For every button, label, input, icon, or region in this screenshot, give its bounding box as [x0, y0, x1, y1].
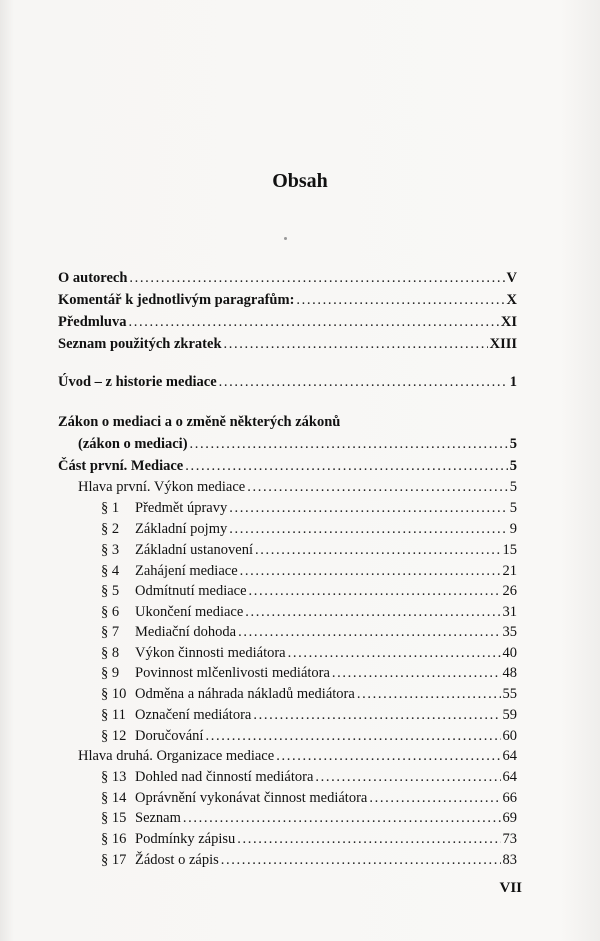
- toc-entry: [101, 624, 517, 641]
- entry-label: Označení mediátora: [135, 707, 252, 723]
- dot-leader: [229, 500, 508, 517]
- entry-label: Úvod – z historie mediace: [58, 374, 217, 390]
- entry-page-number: 66: [502, 790, 517, 806]
- entry-page-number: 5: [509, 500, 517, 516]
- section-number: § 7: [101, 624, 120, 640]
- page-title: Obsah: [272, 170, 328, 192]
- section-number: § 5: [101, 583, 120, 599]
- entry-label: Hlava druhá. Organizace mediace: [78, 748, 275, 764]
- entry-label: Oprávnění vykonávat činnost mediátora: [135, 790, 368, 806]
- entry-label: Odmítnutí mediace: [135, 583, 247, 599]
- toc-entry: [101, 707, 517, 724]
- dot-leader: [238, 624, 500, 641]
- entry-label: Doručování: [135, 728, 204, 744]
- toc-entry: [58, 314, 517, 331]
- toc-entry: [58, 414, 340, 431]
- section-number: § 13: [101, 769, 127, 785]
- entry-label: Podmínky zápisu: [135, 831, 236, 847]
- entry-label: Povinnost mlčenlivosti mediátora: [135, 665, 330, 681]
- dot-leader: [129, 270, 504, 287]
- entry-label: Předmět úpravy: [135, 500, 228, 516]
- dot-leader: [183, 810, 501, 827]
- dot-leader: [369, 790, 500, 807]
- entry-page-number: 1: [509, 374, 517, 390]
- entry-label: Základní pojmy: [135, 521, 228, 537]
- toc-entry: [101, 769, 517, 786]
- entry-page-number: 26: [502, 583, 517, 599]
- entry-page-number: 5: [509, 436, 517, 452]
- toc-entry: [101, 521, 517, 538]
- entry-page-number: 9: [509, 521, 517, 537]
- section-number: § 16: [101, 831, 127, 847]
- toc-entry: [78, 748, 517, 765]
- entry-page-number: 5: [509, 479, 517, 495]
- section-number: § 14: [101, 790, 127, 806]
- entry-label: Odměna a náhrada nákladů mediátora: [135, 686, 355, 702]
- entry-label: Základní ustanovení: [135, 542, 253, 558]
- toc-entry: [101, 583, 517, 600]
- dot-leader: [240, 563, 501, 580]
- entry-page-number: 21: [502, 563, 517, 579]
- dot-leader: [249, 583, 501, 600]
- dot-leader: [229, 521, 508, 538]
- entry-page-number: 59: [502, 707, 517, 723]
- dot-leader: [247, 479, 508, 496]
- entry-label: Hlava první. Výkon mediace: [78, 479, 246, 495]
- dot-leader: [219, 374, 508, 391]
- entry-page-number: 73: [502, 831, 517, 847]
- entry-label: Zákon o mediaci a o změně některých zákonů: [58, 414, 341, 430]
- section-number: § 6: [101, 604, 120, 620]
- entry-label: Dohled nad činností mediátora: [135, 769, 314, 785]
- entry-page-number: 64: [502, 748, 517, 764]
- entry-label: Seznam použitých zkratek: [58, 336, 222, 352]
- entry-label: Ukončení mediace: [135, 604, 244, 620]
- entry-page-number: 48: [502, 665, 517, 681]
- dot-leader: [190, 436, 508, 453]
- dot-leader: [237, 831, 500, 848]
- toc-entry: [101, 604, 517, 621]
- page-number: VII: [499, 880, 522, 896]
- section-number: § 8: [101, 645, 120, 661]
- entry-page-number: 5: [509, 458, 517, 474]
- entry-page-number: 60: [502, 728, 517, 744]
- entry-label: O autorech: [58, 270, 128, 286]
- toc-entry: [101, 790, 517, 807]
- dot-leader: [332, 665, 501, 682]
- entry-label: Výkon činnosti mediátora: [135, 645, 286, 661]
- dot-leader: [185, 458, 508, 475]
- dot-leader: [245, 604, 500, 621]
- section-number: § 3: [101, 542, 120, 558]
- entry-page-number: 83: [502, 852, 517, 868]
- dot-leader: [276, 748, 500, 765]
- entry-label: Mediační dohoda: [135, 624, 237, 640]
- dot-leader: [296, 292, 504, 309]
- toc-entry: [101, 852, 517, 869]
- toc-entry: [58, 336, 517, 353]
- section-number: § 11: [101, 707, 126, 723]
- entry-page-number: 15: [502, 542, 517, 558]
- toc-entry: [101, 542, 517, 559]
- toc-entry: [101, 728, 517, 745]
- dot-leader: [128, 314, 498, 331]
- entry-page-number: 64: [502, 769, 517, 785]
- entry-label: Žádost o zápis: [135, 852, 219, 868]
- section-number: § 4: [101, 563, 120, 579]
- entry-page-number: V: [506, 270, 517, 286]
- dot-leader: [315, 769, 500, 786]
- dot-leader: [253, 707, 500, 724]
- toc-entry: [101, 810, 517, 827]
- toc-entry: [101, 500, 517, 517]
- entry-label: Zahájení mediace: [135, 563, 238, 579]
- dot-leader: [288, 645, 501, 662]
- dot-leader: [221, 852, 501, 869]
- entry-page-number: 35: [502, 624, 517, 640]
- toc-entry: [58, 270, 517, 287]
- entry-page-number: X: [506, 292, 517, 308]
- entry-label: (zákon o mediaci): [78, 436, 188, 452]
- entry-label: Seznam: [135, 810, 181, 826]
- toc-entry: [101, 665, 517, 682]
- section-number: § 10: [101, 686, 127, 702]
- toc-entry: [101, 563, 517, 580]
- entry-page-number: 40: [502, 645, 517, 661]
- toc-entry: [78, 479, 517, 496]
- entry-page-number: 31: [502, 604, 517, 620]
- entry-label: Část první. Mediace: [58, 458, 184, 474]
- toc-entry: [58, 292, 517, 309]
- section-number: § 17: [101, 852, 127, 868]
- section-number: § 1: [101, 500, 120, 516]
- dot-leader: [255, 542, 501, 559]
- section-number: § 15: [101, 810, 127, 826]
- toc-entry: [101, 686, 517, 703]
- toc-entry: [58, 374, 517, 391]
- entry-page-number: XIII: [489, 336, 517, 352]
- section-number: § 2: [101, 521, 120, 537]
- entry-page-number: XI: [500, 314, 517, 330]
- section-number: § 12: [101, 728, 127, 744]
- toc-entry: [58, 458, 517, 475]
- dot-leader: [205, 728, 500, 745]
- entry-page-number: 69: [502, 810, 517, 826]
- toc-entry: [101, 645, 517, 662]
- section-number: § 9: [101, 665, 120, 681]
- toc-entry: [78, 436, 517, 453]
- dot-leader: [224, 336, 488, 353]
- entry-page-number: 55: [502, 686, 517, 702]
- dot-leader: [357, 686, 501, 703]
- entry-label: Předmluva: [58, 314, 127, 330]
- entry-label: Komentář k jednotlivým paragrafům:: [58, 292, 295, 308]
- toc-entry: [101, 831, 517, 848]
